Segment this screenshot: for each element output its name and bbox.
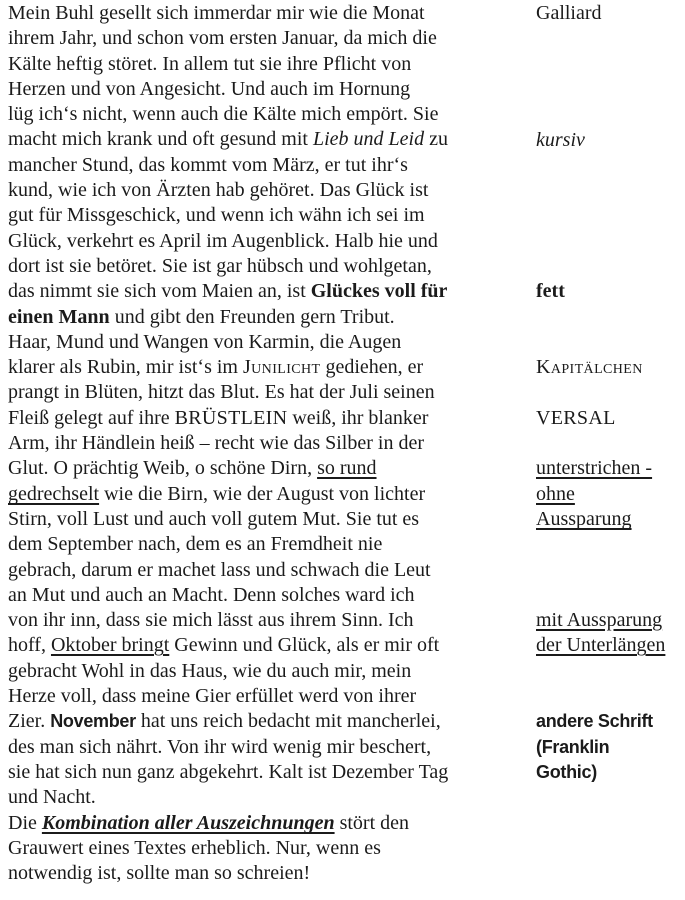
text-run-normal: Glut. O prächtig Weib, o schöne Dirn, [8,457,318,480]
text-run-boldsans: andere Schrift [536,711,653,732]
text-run-normal: stört den [334,811,410,834]
text-line [8,760,448,785]
text-run-boldsans: November [50,711,136,732]
text-run-normal: Grauwert eines Textes erheblich. Nur, wenn es [8,836,381,859]
text-line [536,608,665,633]
text-run-underline: unterstrichen - [536,457,653,480]
text-line [8,836,448,861]
text-line [8,77,448,102]
margin-label-galliard [536,1,602,26]
text-line [536,406,616,431]
text-line [536,760,653,785]
text-line [536,456,652,481]
text-run-caps: BRÜSTLEIN [174,406,288,429]
text-run-boldsans: (Franklin [536,736,610,757]
text-line [8,102,448,127]
text-run-normal: gebracht Wohl in das Haus, wie du auch mir, mein [8,659,412,682]
text-run-normal: des man sich nährt. Von ihr wird wenig mir beschert, [8,735,432,758]
text-line [8,279,448,304]
margin-column [536,1,684,899]
text-run-normal: Glück, verkehrt es April im Augenblick. Halb hie und [8,229,438,252]
text-line [8,659,448,684]
text-line [8,785,448,810]
text-line [8,229,448,254]
text-run-boldsans: Gothic) [536,761,597,782]
margin-label-mit-aussparung-der-unterlaengen [536,608,665,659]
text-run-normal: Herze voll, dass meine Gier erfüllet werd von ihrer [8,685,417,708]
text-run-normal: macht mich krank und oft gesund mit [8,128,313,151]
text-line [8,355,448,380]
text-line [536,735,653,760]
text-run-normal: an Mut und auch an Macht. Denn solches ward ich [8,583,415,606]
text-line [8,507,448,532]
text-run-normal: weiß, ihr blanker [287,406,429,429]
text-line [8,330,448,355]
margin-label-unterstrichen-ohne-aussparung [536,456,652,532]
text-run-normal: prangt in Blüten, hitzt das Blut. Es hat der Juli seinen [8,381,435,404]
text-run-normal: mancher Stund, das kommt vom März, er tut ihr‘s [8,153,408,176]
text-line [8,406,448,431]
text-run-underline-skip: Oktober bringt [50,634,170,657]
text-run-bold: Glückes voll für [310,280,448,303]
text-line [8,684,448,709]
text-run-italic: kursiv [536,128,585,151]
text-line [8,178,448,203]
text-run-normal: Herzen und von Angesicht. Und auch im Hornung [8,77,411,100]
text-line [8,583,448,608]
text-run-normal: kund, wie ich von Ärzten hab gehöret. Das Glück ist [8,179,429,202]
margin-label-andere-schrift-franklin-gothic [536,709,653,785]
text-run-underline: so rund [317,457,377,480]
text-run-normal: das nimmt sie sich vom Maien an, ist [8,280,311,303]
text-line [536,482,652,507]
text-run-normal: notwendig ist, sollte man so schreien! [8,862,311,885]
text-run-normal: Mein Buhl gesellt sich immerdar mir wie die Monat [8,2,425,24]
text-run-caps: VERSAL [536,406,616,429]
text-run-normal: hoff, [8,634,51,657]
margin-label-kursiv [536,128,585,153]
text-line [8,203,448,228]
text-line [8,735,448,760]
text-line [8,558,448,583]
text-line [8,532,448,557]
text-run-normal: Stirn, voll Lust und auch voll gutem Mut. Sie tut es [8,507,420,530]
margin-label-fett [536,279,565,304]
text-run-normal: dort ist sie betöret. Sie ist gar hübsch und wohlgetan, [8,254,432,277]
text-run-normal: und gibt den Freunden gern Tribut. [109,305,395,328]
text-run-normal: Galliard [536,2,602,24]
text-line [536,709,653,734]
text-line [8,127,448,152]
text-line [536,507,652,532]
text-run-normal: sie hat sich nun ganz abgekehrt. Kalt ist Dezember Tag [8,760,449,783]
text-line [8,254,448,279]
text-run-normal: gediehen, er [320,356,424,379]
text-line [8,456,448,481]
text-run-normal: und Nacht. [8,786,96,809]
text-run-italic: Lieb und Leid [312,128,425,151]
text-line [8,1,448,26]
text-line [8,861,448,886]
text-line [8,633,448,658]
text-line [8,431,448,456]
text-line [8,608,448,633]
text-line [536,279,565,304]
text-run-bold-italic-underline: Kombination aller Auszeichnungen [41,811,335,834]
text-run-bold: einen Mann [8,305,110,328]
text-line [536,633,665,658]
text-run-normal: Kälte heftig störet. In allem tut sie ihre Pflicht von [8,52,412,75]
text-run-normal: Die [8,811,42,834]
text-line [8,26,448,51]
text-run-smallcaps: Junilicht [242,356,321,379]
text-run-normal: lüg ich‘s nicht, wenn auch die Kälte mich empört. Sie [8,103,439,126]
text-run-underline-skip: der Unterlängen [536,634,666,657]
text-run-normal: Fleiß gelegt auf ihre [8,406,175,429]
margin-label-versal [536,406,616,431]
text-line [8,380,448,405]
text-run-normal: von ihr inn, dass sie mich lässt aus ihrem Sinn. Ich [8,609,414,632]
text-line [8,153,448,178]
text-run-underline: Aussparung [536,507,632,530]
text-run-normal: gebrach, darum er machet lass und schwach die Leut [8,558,431,581]
text-run-underline: gedrechselt [8,482,100,505]
text-line [8,52,448,77]
text-line [8,811,448,836]
text-line [8,482,448,507]
text-run-normal: ihrem Jahr, und schon vom ersten Januar, da mich die [8,27,437,50]
text-line [536,355,643,380]
text-line [8,305,448,330]
margin-label-kapitaelchen [536,355,643,380]
text-run-underline: ohne [536,482,575,505]
text-run-normal: Arm, ihr Händlein heiß – recht wie das Silber in der [8,432,424,455]
text-line [8,709,448,734]
text-run-normal: dem September nach, dem es an Fremdheit nie [8,533,383,556]
text-run-normal: wie die Birn, wie der August von lichter [99,482,426,505]
text-run-normal: Gewinn und Glück, als er mir oft [169,634,440,657]
text-run-normal: Haar, Mund und Wangen von Karmin, die Augen [8,330,402,353]
text-run-normal: Zier. [8,710,51,733]
text-run-normal: zu [424,128,448,151]
text-run-normal: klarer als Rubin, mir ist‘s im [8,356,243,379]
text-line [536,128,585,153]
text-run-bold: fett [536,280,565,303]
text-run-normal: gut für Missgeschick, und wenn ich wähn ich sei im [8,204,425,227]
body-text [8,1,448,886]
text-run-underline-skip: mit Aussparung [536,609,663,632]
text-run-smallcaps: Kapitälchen [536,356,643,379]
text-line [536,1,602,26]
text-run-normal: hat uns reich bedacht mit mancherlei, [135,710,441,733]
